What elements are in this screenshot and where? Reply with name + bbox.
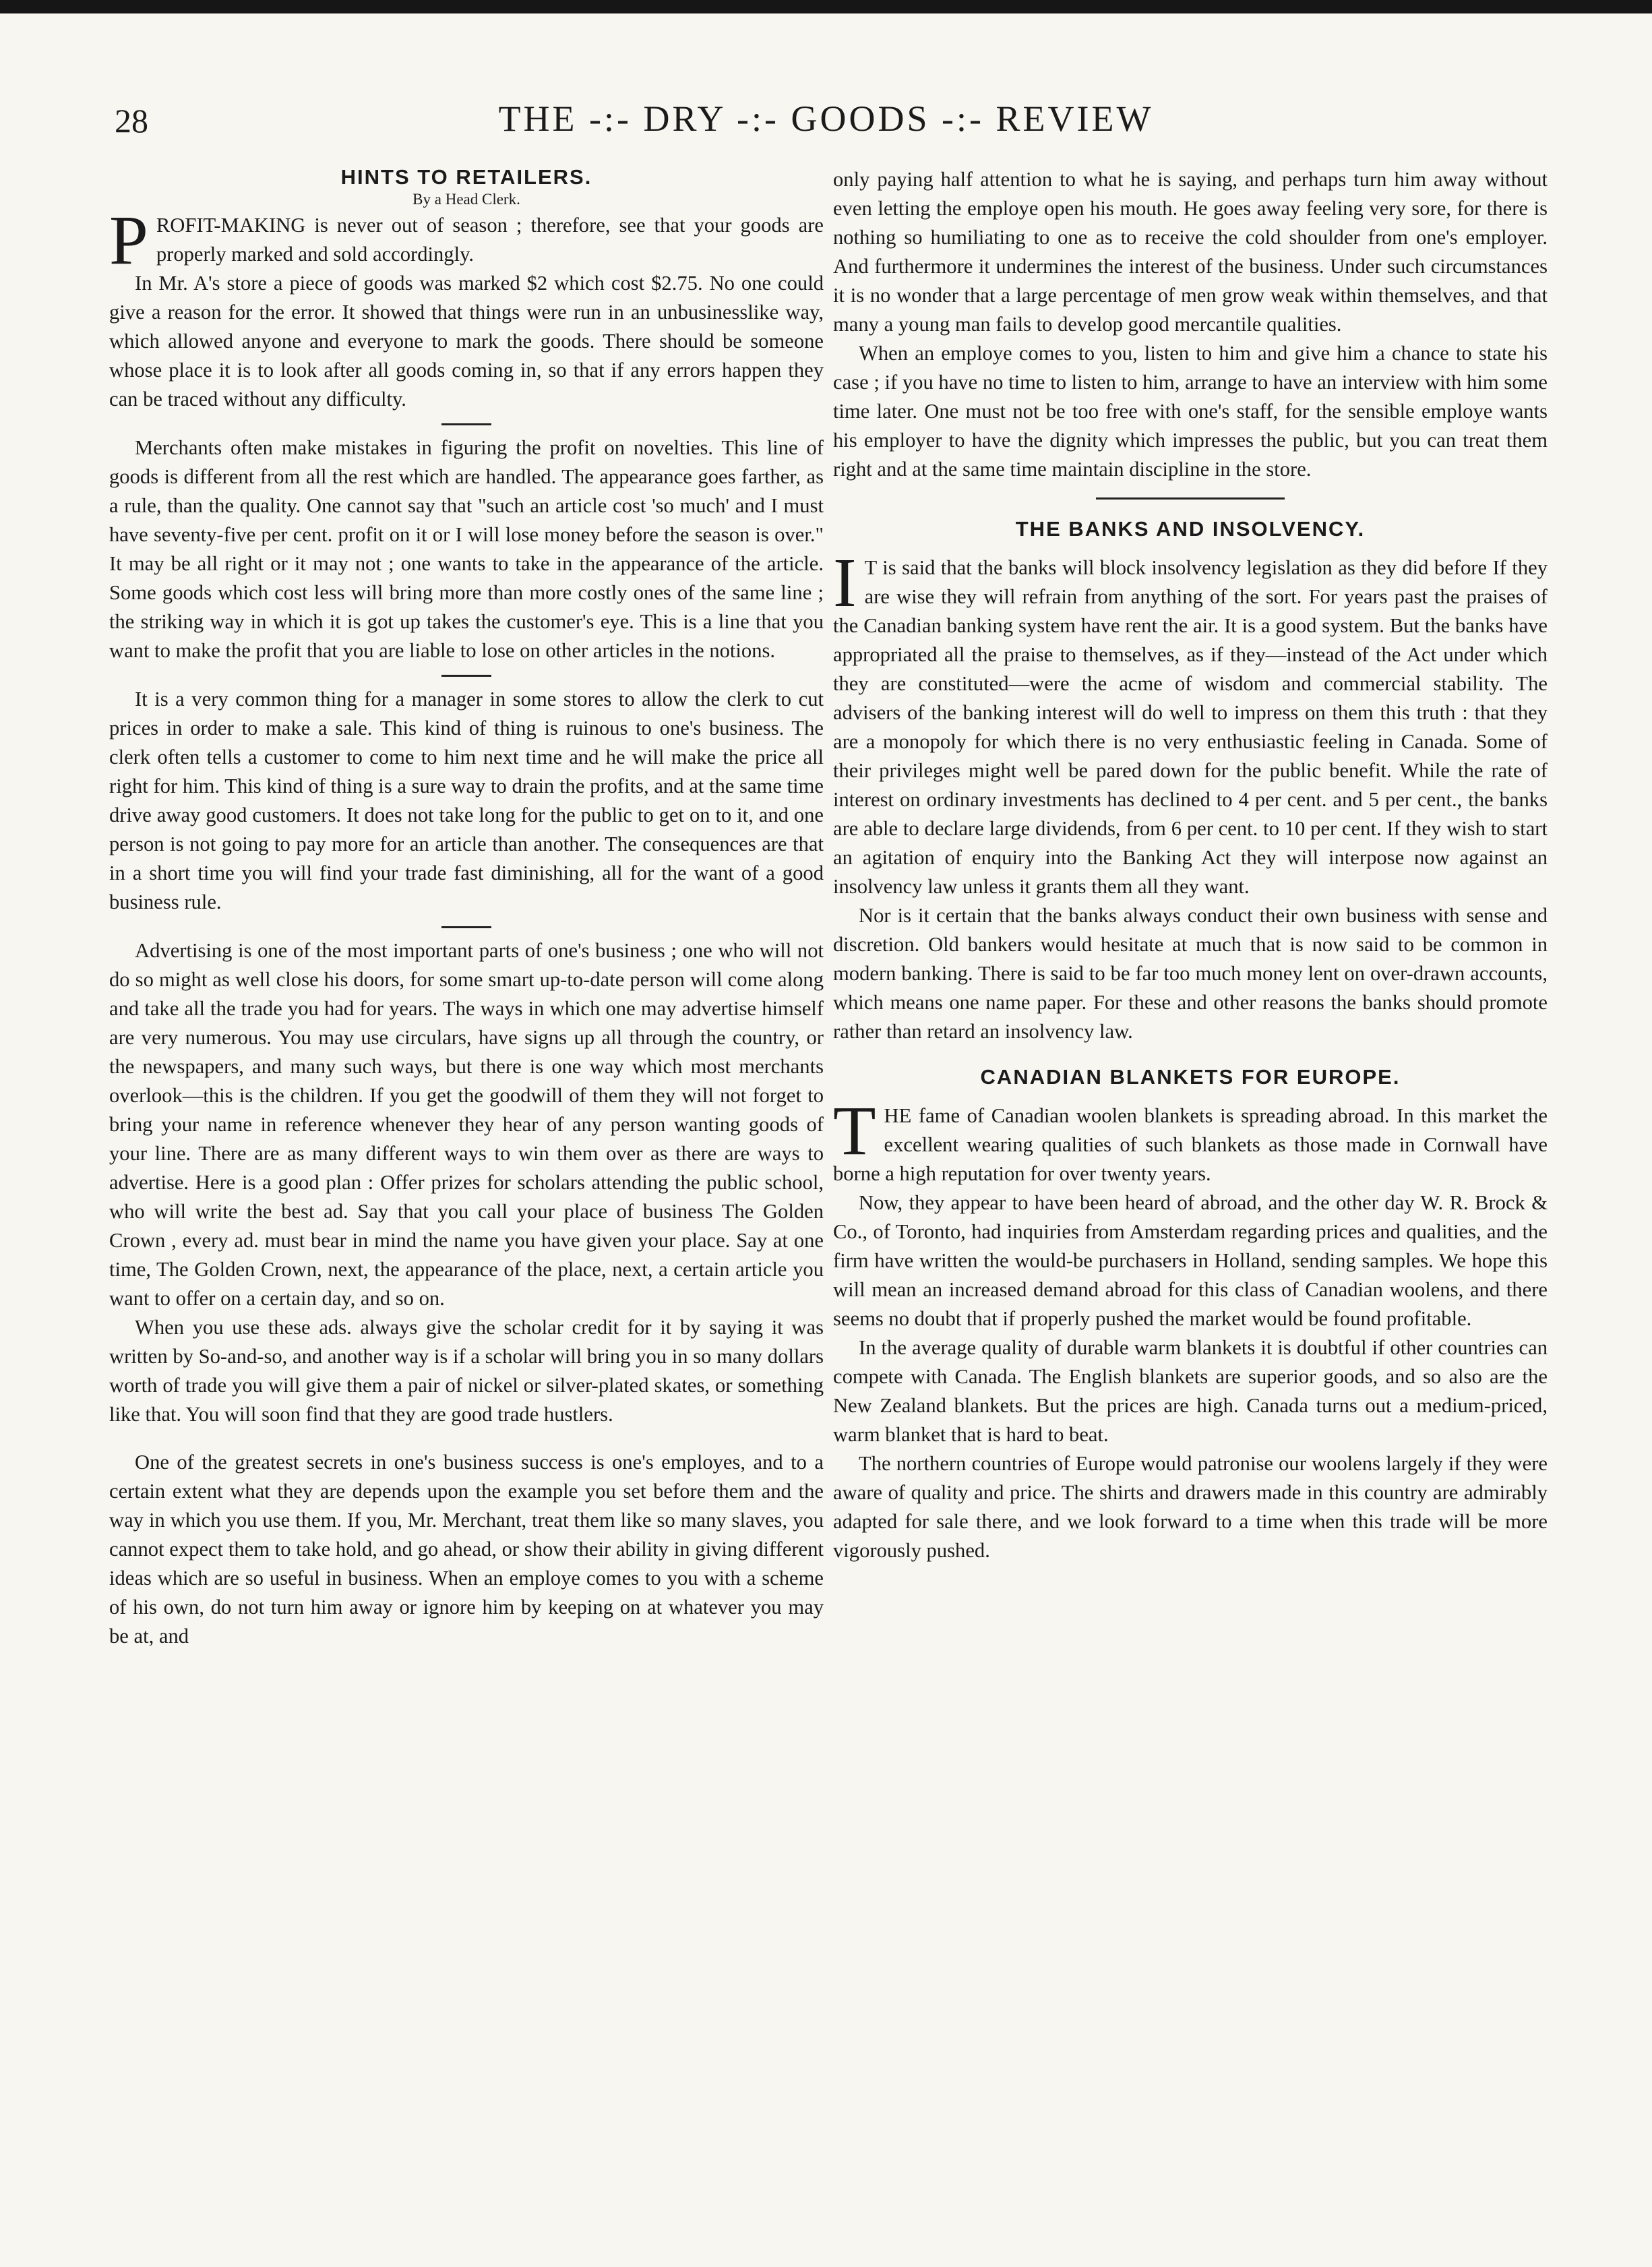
paragraph: It is a very common thing for a manager in some stores to allow the clerk to cut prices in order to make a sale. This kind of thing is ruinous to one's business. The clerk often tells a customer to come to him next time and he will make the price all right for him. This kind of thing is a sure way to drain the profits, and at the same time drive away good customers. It does not take long for the public to get on to it, and one person is not going to pay more for an article than another. The consequences are that in a short time you will find your trade fast diminishing, all for the want of a good business rule.	[109, 688, 824, 913]
paragraph-text: T is said that the banks will block insolvency legislation as they did before If they are wise they will refrain from anything of the sort. For years past the praises of the Canadian banking system have rent the air. It is a good system. But the banks have appropriated all the praise to themselves, as if they—instead of the Act under which they are constituted—were the acme of wisdom and commercial stability. The advisers of the banking interest will do well to impress on them this truth : that they are a monopoly for which there is no very enthusiastic feeling in Canada. Some of their privileges might well be pared down for the public benefit. While the rate of interest on ordinary investments has declined to 4 per cent. and 5 per cent., the banks are able to declare large dividends, from 6 per cent. to 10 per cent. If they wish to start an agitation of enquiry into the Banking Act they will interpose now against an insolvency law unless it grants them all they want.	[833, 556, 1548, 898]
drop-cap: I	[833, 544, 857, 622]
paragraph: Merchants often make mistakes in figuring the profit on novelties. This line of goods is different from all the rest which are handled. The appearance goes farther, as a rule, than the quality. One cannot say that "such an article cost 'so much' and I must have seventy-five per cent. profit on it or I will lose money before the season is over." It may be all right or it may not ; one wants to take in the appearance of the article. Some goods which cost less will bring more than more costly ones of the same line ; the striking way in which it is got up takes the customer's eye. This is a line that you want to make the profit that you are liable to lose on other articles in the notions.	[109, 436, 824, 662]
page-number: 28	[115, 102, 148, 140]
paragraph: only paying half attention to what he is saying, and perhaps turn him away without even letting the employe open his mouth. He goes away feeling very sore, for there is nothing so humiliating to one as to receive the cold shoulder from one's employer. And furthermore it undermines the interest of the business. Under such circumstances it is no wonder that a large percentage of men grow weak within themselves, and that many a young man fails to develop good mercantile qualities.	[833, 168, 1548, 336]
paragraph: One of the greatest secrets in one's business success is one's employes, and to a certain extent what they are depends upon the example you set before them and the way in which you use them. If you, Mr. Merchant, treat them like so many slaves, you cannot expect them to take hold, and go ahead, or show their ability in giving different ideas which are so useful in business. When an employe comes to you with a scheme of his own, do not turn him away or ignore him by keeping on at whatever you may be at, and	[109, 1451, 824, 1648]
paragraph	[109, 202, 824, 279]
paragraph	[833, 544, 1548, 901]
section-divider	[441, 675, 491, 677]
paragraph: Nor is it certain that the banks always conduct their own business with sense and discretion. Old bankers would hesitate at much that is now said to be common in modern banking. There is said to be far too much money lent on over-drawn accounts, which means one name paper. For these and other reasons the banks should promote rather than retard an insolvency law.	[833, 904, 1548, 1043]
drop-cap: T	[833, 1092, 876, 1170]
paragraph-text: HE fame of Canadian woolen blankets is spreading abroad. In this market the excellent wearing qualities of such blankets as those made in Cornwall have borne a high reputation for over twenty years.	[833, 1104, 1548, 1185]
paragraph: In Mr. A's store a piece of goods was marked $2 which cost $2.75. No one could give a reason for the error. It showed that things were run in an unbusinesslike way, which allowed anyone and everyone to mark the goods. There should be someone whose place it is to look after all goods coming in, so that if any errors happen they can be traced without any difficulty.	[109, 272, 824, 411]
scan-edge	[0, 0, 1652, 13]
paragraph	[833, 1092, 1548, 1188]
article-title-blankets: CANADIAN BLANKETS FOR EUROPE.	[980, 1065, 1401, 1089]
masthead-title: THE -:- DRY -:- GOODS -:- REVIEW	[498, 98, 1154, 139]
right-column	[833, 165, 1548, 2187]
spacer	[833, 1089, 1548, 1101]
section-divider	[441, 423, 491, 425]
paragraph: When you use these ads. always give the scholar credit for it by saying it was written by So-and-so, and another way is if a scholar will bring you in so many dollars worth of trade you will give them a pair of nickel or silver-plated skates, or something like that. You will soon find that they are good trade hustlers.	[109, 1316, 824, 1426]
article-title-hints: HINTS TO RETAILERS.	[340, 165, 592, 189]
paragraph: Advertising is one of the most important parts of one's business ; one who will not do so might as well close his doors, for some smart up-to-date person will come along and take all the trade you had for years. The ways in which one may advertise himself are very numerous. You may use circulars, have signs up all through the country, or the newspapers, and many such ways, but there is one way which most merchants overlook—this is the children. If you get the goodwill of them they will not forget to bring your name in reference whenever they hear of any person wanting goods of your line. There are as many different ways to win them over as there are ways to advertise. Here is a good plan : Offer prizes for scholars attending the public school, who will write the best ad. Say that you call your place of business The Golden Crown , every ad. must bear in mind the name you have given your place. Say at one time, The Golden Crown, next, the appearance of the place, next, a certain article you want to offer on a certain day, and so on.	[109, 939, 824, 1310]
paragraph: The northern countries of Europe would patronise our woolens largely if they were aware of quality and price. The shirts and drawers made in this country are admirably adapted for sale there, and we look forward to a time when this trade will be more vigorously pushed.	[833, 1452, 1548, 1562]
section-divider	[441, 926, 491, 928]
spacer	[833, 1046, 1548, 1065]
left-column	[109, 165, 824, 2187]
paragraph-text: ROFIT-MAKING is never out of season ; therefore, see that your goods are properly marked and sold accordingly.	[156, 214, 824, 266]
article-byline: By a Head Clerk.	[412, 191, 520, 208]
paragraph: In the average quality of durable warm blankets it is doubtful if other countries can compete with Canada. The English blankets are superior goods, and so also are the New Zealand blankets. But the prices are high. Canada turns out a medium-priced, warm blanket that is hard to beat.	[833, 1336, 1548, 1446]
drop-cap: P	[109, 202, 148, 279]
article-title-banks: THE BANKS AND INSOLVENCY.	[1015, 517, 1366, 541]
spacer	[109, 1429, 824, 1448]
section-divider	[1096, 497, 1285, 500]
spacer	[833, 541, 1548, 553]
paragraph: Now, they appear to have been heard of abroad, and the other day W. R. Brock & Co., of Toronto, had inquiries from Amsterdam regarding prices and qualities, and the firm have written the would-be purchasers in Holland, sending samples. We hope this will mean an increased demand abroad for this class of Canadian woolens, and there seems no doubt that if properly pushed the market would be found profitable.	[833, 1191, 1548, 1330]
paragraph: When an employe comes to you, listen to him and give him a chance to state his case ; if you have no time to listen to him, arrange to have an interview with him some time later. One must not be too free with one's staff, for the sensible employe wants his employer to have the dignity which impresses the public, but you can treat them right and at the same time maintain discipline in the store.	[833, 342, 1548, 481]
